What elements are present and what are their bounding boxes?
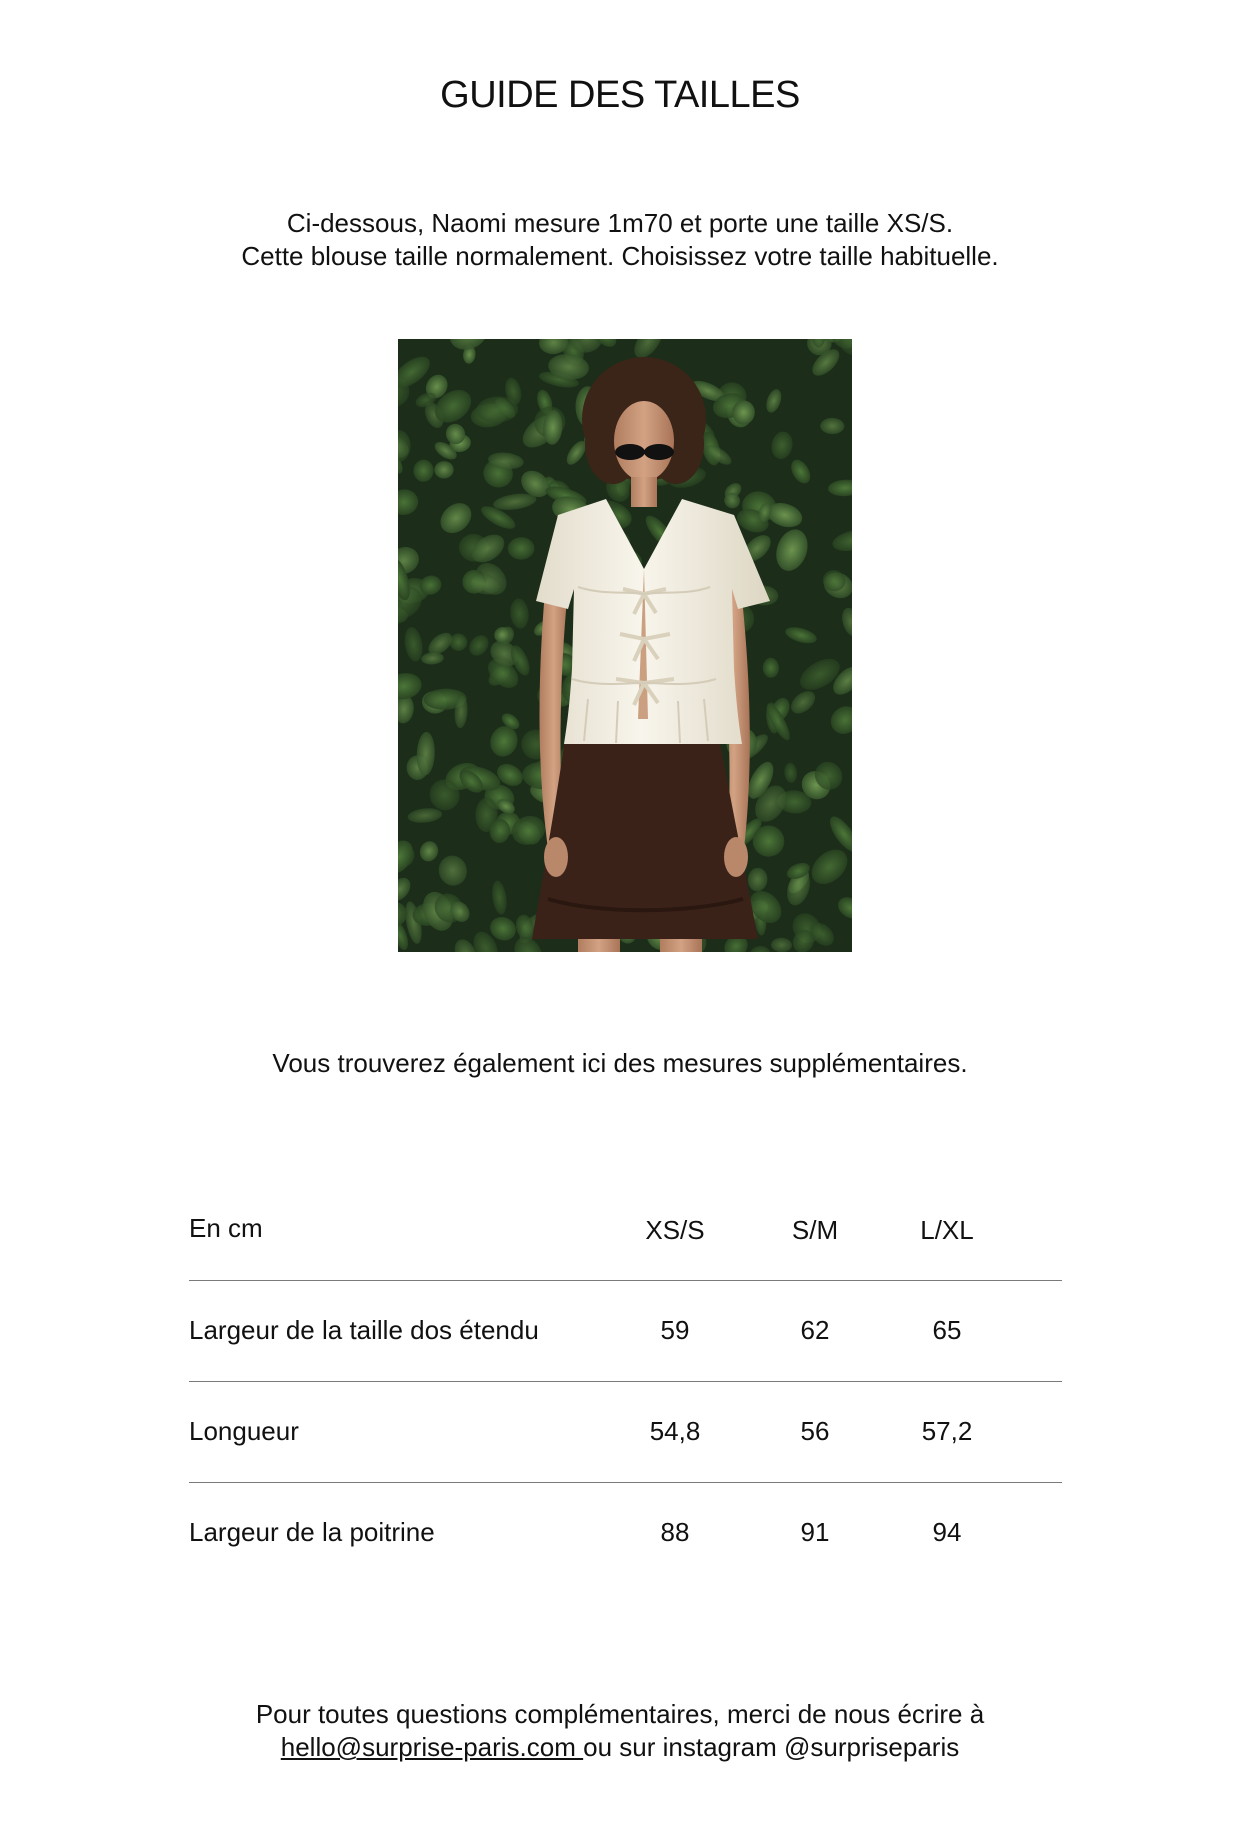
footer-line-2 [0, 1731, 1240, 1764]
intro-text [0, 207, 1240, 273]
table-cell: 94 [932, 1517, 962, 1547]
instagram-text: ou sur instagram @surpriseparis [583, 1732, 960, 1762]
footer-contact [0, 1698, 1240, 1764]
table-cell: 56 [800, 1416, 830, 1446]
table-header-row [189, 1205, 1062, 1280]
table-cell: 91 [800, 1517, 830, 1547]
column-header-s-m: S/M [791, 1215, 839, 1245]
table-row [189, 1281, 1062, 1381]
unit-label: En cm [189, 1213, 263, 1243]
email-link[interactable]: hello@surprise-paris.com [280, 1732, 584, 1762]
table-row [189, 1382, 1062, 1482]
page-title: GUIDE DES TAILLES [440, 74, 800, 116]
column-header-xs-s: XS/S [645, 1215, 705, 1245]
table-cell: 88 [660, 1517, 690, 1547]
table-cell: 59 [660, 1315, 690, 1345]
table-cell: 65 [932, 1315, 962, 1345]
table-cell: 54,8 [649, 1416, 701, 1446]
row-label: Longueur [189, 1416, 299, 1446]
row-label: Largeur de la taille dos étendu [189, 1315, 539, 1345]
table-row [189, 1483, 1062, 1583]
footer-line-1: Pour toutes questions complémentaires, merci de nous écrire à [255, 1699, 985, 1729]
row-label: Largeur de la poitrine [189, 1517, 435, 1547]
table-cell: 57,2 [921, 1416, 973, 1446]
column-header-l-xl: L/XL [920, 1215, 974, 1245]
intro-line-2: Cette blouse taille normalement. Choisissez votre taille habituelle. [241, 241, 999, 271]
model-photo [398, 339, 852, 952]
size-table [189, 1205, 1062, 1583]
table-cell: 62 [800, 1315, 830, 1345]
subtitle-text: Vous trouverez également ici des mesures supplémentaires. [272, 1048, 968, 1078]
intro-line-1: Ci-dessous, Naomi mesure 1m70 et porte une taille XS/S. [286, 208, 954, 238]
